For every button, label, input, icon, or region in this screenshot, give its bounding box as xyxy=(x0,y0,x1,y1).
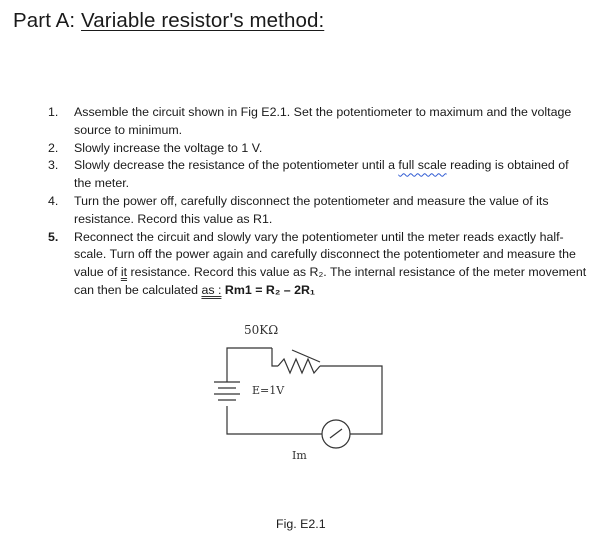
step-number: 4. xyxy=(48,193,59,208)
list-item xyxy=(48,229,588,300)
title-underlined: Variable resistor's method: xyxy=(81,9,325,32)
step-text: Slowly increase the voltage to 1 V. xyxy=(74,140,263,155)
circuit-wire xyxy=(227,348,272,382)
step-number: 5. xyxy=(48,229,59,244)
grammar-underlined-phrase: as : xyxy=(201,282,222,297)
resistor-label: 50KΩ xyxy=(244,323,279,337)
step-text: Turn the power off, carefully disconnect the potentiometer and measure the value of its resistance. Record this value as R1. xyxy=(74,193,549,226)
step-text: Reconnect the circuit and slowly vary the potentiometer until the meter reads exactly half-scale. Turn off the power again and carefully disconnect the potentiometer and measure the value of it resistance. Record this value as R₂. The internal resistance of the meter movement can then be calculated as : Rm1 = R₂ – 2R₁ xyxy=(74,229,587,297)
step-number: 1. xyxy=(48,105,59,119)
resistance-equation: Rm1 = R₂ – 2R₁ xyxy=(224,282,316,297)
source-label: E=1V xyxy=(252,384,285,397)
grammar-underlined-word: it xyxy=(120,265,128,280)
spellcheck-underlined-phrase: full scale xyxy=(398,158,447,173)
step-number: 3. xyxy=(48,158,59,173)
list-item xyxy=(48,140,588,158)
circuit-diagram xyxy=(200,316,400,476)
page-title xyxy=(13,9,324,33)
step-text: Slowly decrease the resistance of the potentiometer until a full scale reading is obtained of the meter. xyxy=(74,158,569,191)
circuit-wire xyxy=(272,348,278,366)
circuit-wire xyxy=(227,406,278,434)
potentiometer-symbol xyxy=(278,359,320,373)
step-text: Assemble the circuit shown in Fig E2.1. Set the potentiometer to maximum and the voltage source to minimum. xyxy=(74,105,572,137)
meter-needle xyxy=(330,429,342,438)
figure-caption: Fig. E2.1 xyxy=(276,517,326,531)
step-number: 2. xyxy=(48,140,59,155)
title-prefix: Part A: xyxy=(13,9,82,32)
meter-label: Im xyxy=(292,449,307,462)
list-item xyxy=(48,193,588,229)
circuit-wire xyxy=(320,366,382,434)
list-item xyxy=(48,104,588,140)
procedure-steps xyxy=(48,104,588,300)
list-item xyxy=(48,157,588,193)
